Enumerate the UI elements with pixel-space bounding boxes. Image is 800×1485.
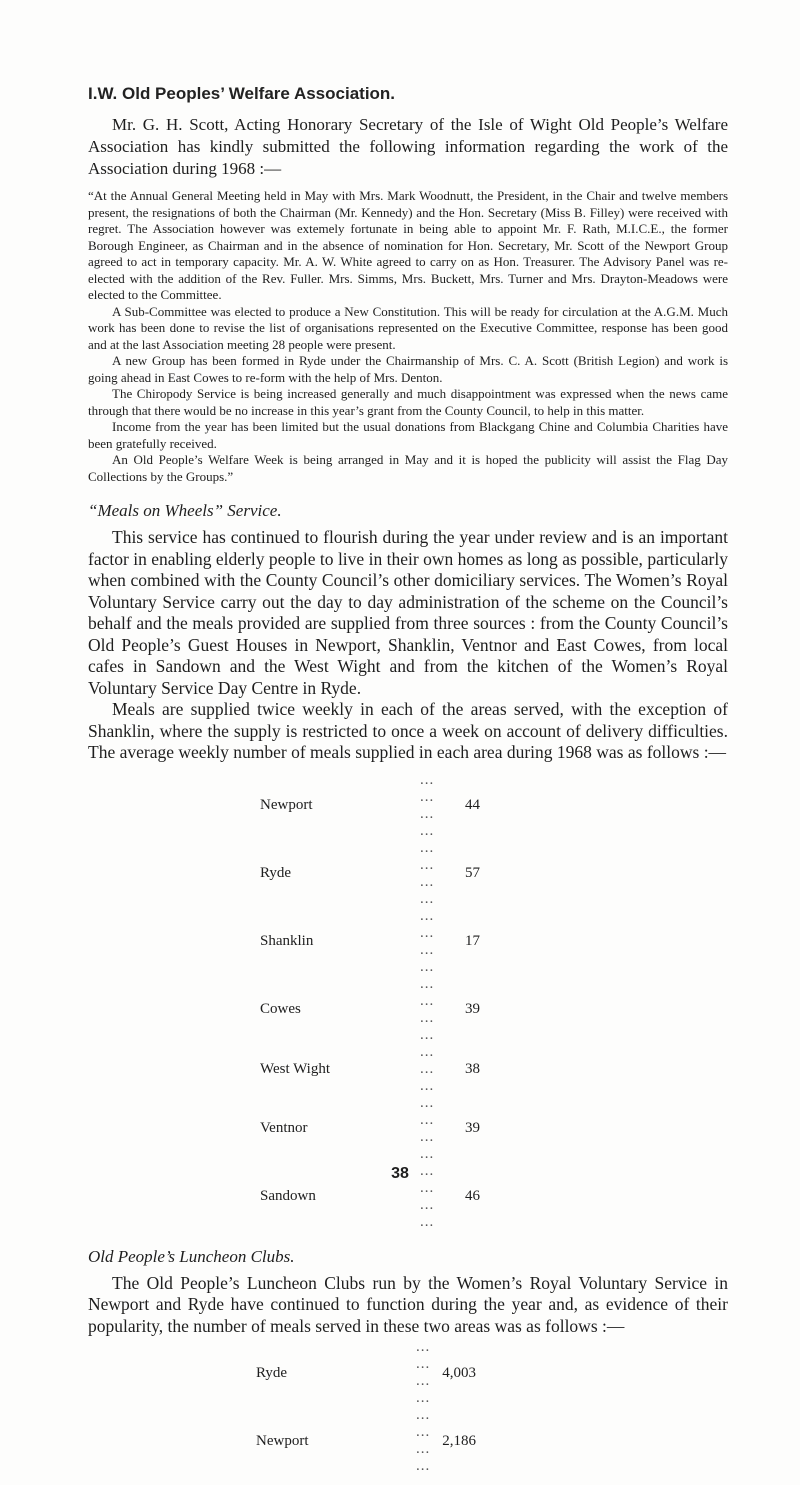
leader-dots: ... ... ... ... [416, 1339, 431, 1406]
meal-count: 46 [465, 1188, 480, 1204]
leader-dots: ... ... ... ... [416, 1407, 431, 1474]
meals-paragraph: This service has continued to flourish during the year under review and is an important factor in enabling elderly people to live in their own homes as long as possible, particularly when combined with the County Council’s other domiciliary services. The Women’s Royal Voluntary Service carry out the day to day administration of the scheme on the Council’s behalf and the meals provided are supplied from three sources : from the County Council’s Old People’s Guest Houses in Newport, Shanklin, Ventnor and East Cowes, from local cafes in Sandown and the West Wight and from the kitchen of the Women’s Royal Voluntary Service Day Centre in Ryde. [88, 527, 728, 698]
area-name: Newport [256, 1432, 309, 1449]
leader-dots: ... ... ... ... [420, 907, 435, 975]
meals-heading: “Meals on Wheels” Service. [88, 501, 282, 520]
area-name: Sandown [260, 1188, 316, 1204]
table-row [260, 772, 480, 840]
leader-dots: ... ... ... ... [420, 1162, 435, 1230]
meals-paragraph: Meals are supplied twice weekly in each of the areas served, with the exception of Shanklin, where the supply is restricted to once a week on account of delivery difficulties. The average weekly number of meals supplied in each area during 1968 was as follows :— [88, 699, 728, 762]
table-row [260, 976, 480, 1044]
quote-paragraph: An Old People’s Welfare Week is being arranged in May and it is hoped the publicity will assist the Flag Day Collections by the Groups.” [88, 452, 728, 484]
luncheon-heading: Old People’s Luncheon Clubs. [88, 1246, 295, 1266]
area-name: Ryde [256, 1364, 288, 1381]
meal-count: 17 [465, 933, 480, 949]
quote-paragraph: “At the Annual General Meeting held in May with Mrs. Mark Woodnutt, the President, in the Chair and twelve members present, the resignations of both the Chairman (Mr. Kennedy) and the Hon. Secretary (Miss B. Filley) were received with regret. The Association however was extemely fortunate in being able to appoint Mr. F. Rath, M.I.C.E., the former Borough Engineer, as Chairman and in the absence of nomination for Hon. Secretary, Mr. Scott of the Newport Group agreed to act in temporary capacity. Mr. A. W. White agreed to carry on as Hon. Treasurer. The Advisory Panel was re-elected with the addition of the Rev. Fuller. Mrs. Simms, Mrs. Buckett, Mrs. Turner and Mrs. Drayton-Meadows were elected to the Committee. [88, 188, 728, 302]
area-name: Shanklin [260, 933, 314, 949]
leader-dots: ... ... ... ... [420, 771, 435, 839]
page-number: 38 [391, 1165, 409, 1182]
leader-dots: ... ... ... ... [420, 975, 435, 1043]
luncheon-paragraph: The Old People’s Luncheon Clubs run by the Women’s Royal Voluntary Service in Newport and Ryde have continued to function during the year and, as evidence of their popularity, the number of meals served in these two areas was as follows :— [88, 1272, 728, 1336]
luncheon-table [256, 1339, 476, 1475]
table-row [260, 1095, 480, 1163]
quote-paragraph: The Chiropody Service is being increased generally and much disappointment was expressed when the news came through that there would be no increase in this year’s grant from the County Council, to help in this matter. [88, 386, 728, 418]
quote-paragraph: Income from the year has been limited but the usual donations from Blackgang Chine and Columbia Charities have been gratefully received. [88, 419, 728, 451]
leader-dots: ... ... ... [420, 1043, 435, 1094]
table-row [256, 1407, 476, 1475]
table-row [260, 1044, 480, 1095]
area-name: West Wight [260, 1060, 330, 1077]
meal-count: 39 [465, 1001, 480, 1017]
section-heading: I.W. Old Peoples’ Welfare Association. [88, 84, 396, 103]
leader-dots: ... ... ... ... [420, 1094, 435, 1162]
table-row [260, 840, 480, 908]
area-name: Ventnor [260, 1120, 308, 1136]
quote-paragraph: A new Group has been formed in Ryde under the Chairmanship of Mrs. C. A. Scott (British Legion) and work is going ahead in East Cowes to re-form with the help of Mrs. Denton. [88, 353, 728, 385]
meal-count: 39 [465, 1120, 480, 1136]
leader-dots: ... ... ... ... [420, 839, 435, 907]
meal-count: 38 [465, 1060, 480, 1077]
table-row [260, 908, 480, 976]
meal-count: 2,186 [442, 1432, 476, 1449]
intro-paragraph: Mr. G. H. Scott, Acting Honorary Secretary of the Isle of Wight Old People’s Welfare Association has kindly submitted the following information regarding the work of the Association during 1968 :— [88, 115, 728, 178]
meal-count: 4,003 [442, 1364, 476, 1381]
area-name: Cowes [260, 1001, 301, 1017]
quoted-report [88, 188, 728, 485]
area-name: Newport [260, 797, 313, 813]
meal-count: 57 [465, 865, 480, 881]
area-name: Ryde [260, 865, 292, 881]
meals-table [260, 772, 480, 1231]
quote-paragraph: A Sub-Committee was elected to produce a New Constitution. This will be ready for circulation at the A.G.M. Much work has been done to revise the list of organisations represented on the Executive Committee, response has been good and at the last Association meeting 28 people were present. [88, 303, 728, 352]
document-page [88, 84, 728, 1485]
meal-count: 44 [465, 797, 480, 813]
table-row [256, 1339, 476, 1407]
